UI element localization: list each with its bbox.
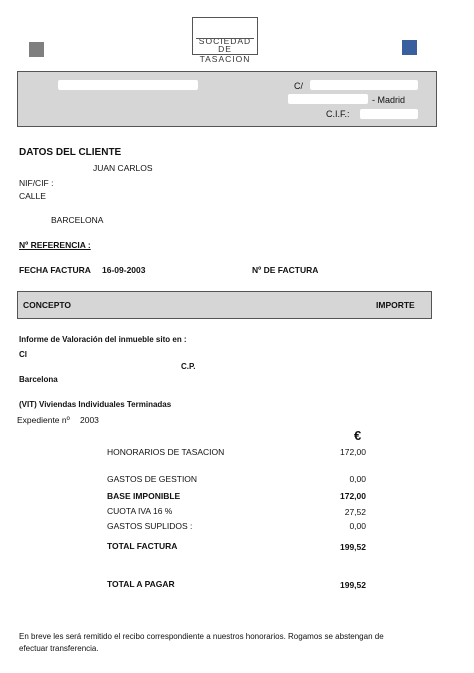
concept-cp-label: C.P. bbox=[181, 362, 196, 371]
vat-label: CUOTA IVA 16 % bbox=[107, 506, 173, 516]
tax-base-label: BASE IMPONIBLE bbox=[107, 491, 181, 501]
valuation-type: (VIT) Viviendas Individuales Terminadas bbox=[19, 400, 172, 409]
redacted-cif bbox=[360, 109, 418, 119]
fees-amount: 172,00 bbox=[340, 447, 366, 457]
tax-base-amount: 172,00 bbox=[340, 491, 366, 501]
file-label: Expediente nº bbox=[17, 415, 70, 425]
amount-header: IMPORTE bbox=[376, 300, 415, 310]
total-to-pay-label: TOTAL A PAGAR bbox=[107, 579, 175, 589]
total-invoice-amount: 199,52 bbox=[340, 542, 366, 552]
footer-line-1: En breve les será remitido el recibo correspondiente a nuestros honorarios. Rogamos se abstengan de bbox=[19, 632, 384, 641]
client-heading: DATOS DEL CLIENTE bbox=[19, 147, 122, 158]
redacted-company-name bbox=[58, 80, 198, 90]
concept-header-band bbox=[17, 291, 432, 319]
footer-line-2: efectuar transferencia. bbox=[19, 644, 99, 653]
grey-square-mark bbox=[29, 42, 44, 57]
reference-label: Nº REFERENCIA : bbox=[19, 240, 91, 250]
file-year: 2003 bbox=[80, 415, 99, 425]
fees-label: HONORARIOS DE TASACION bbox=[107, 447, 225, 457]
euro-symbol: € bbox=[354, 428, 362, 443]
concept-city: Barcelona bbox=[19, 375, 58, 384]
company-logo bbox=[192, 17, 258, 64]
logo-line-2: DE TASACION bbox=[199, 44, 251, 64]
total-invoice-label: TOTAL FACTURA bbox=[107, 541, 178, 551]
street-label: CALLE bbox=[19, 191, 46, 201]
redacted-street bbox=[310, 80, 418, 90]
supplied-expenses-amount: 0,00 bbox=[349, 521, 366, 531]
logo-line-1: SOCIEDAD bbox=[198, 36, 252, 46]
company-city: - Madrid bbox=[372, 95, 406, 105]
invoice-number-label: Nº DE FACTURA bbox=[252, 265, 319, 275]
report-label: Informe de Valoración del inmueble sito en : bbox=[19, 335, 187, 344]
nif-label: NIF/CIF : bbox=[19, 178, 54, 188]
client-name: JUAN CARLOS bbox=[93, 163, 153, 173]
supplied-expenses-label: GASTOS SUPLIDOS : bbox=[107, 521, 193, 531]
vat-amount: 27,52 bbox=[344, 507, 366, 517]
concept-street-prefix: Cl bbox=[19, 350, 27, 359]
blue-square-mark bbox=[402, 40, 417, 55]
cif-label: C.I.F.: bbox=[326, 109, 350, 119]
management-label: GASTOS DE GESTION bbox=[107, 474, 198, 484]
total-to-pay-amount: 199,52 bbox=[340, 580, 366, 590]
client-city: BARCELONA bbox=[51, 215, 104, 225]
redacted-postcode bbox=[288, 94, 368, 104]
management-amount: 0,00 bbox=[349, 474, 366, 484]
company-address-band bbox=[17, 71, 437, 127]
invoice-date: 16-09-2003 bbox=[102, 265, 146, 275]
concept-header: CONCEPTO bbox=[23, 300, 72, 310]
invoice-date-label: FECHA FACTURA bbox=[19, 265, 91, 275]
street-prefix: C/ bbox=[294, 81, 303, 91]
